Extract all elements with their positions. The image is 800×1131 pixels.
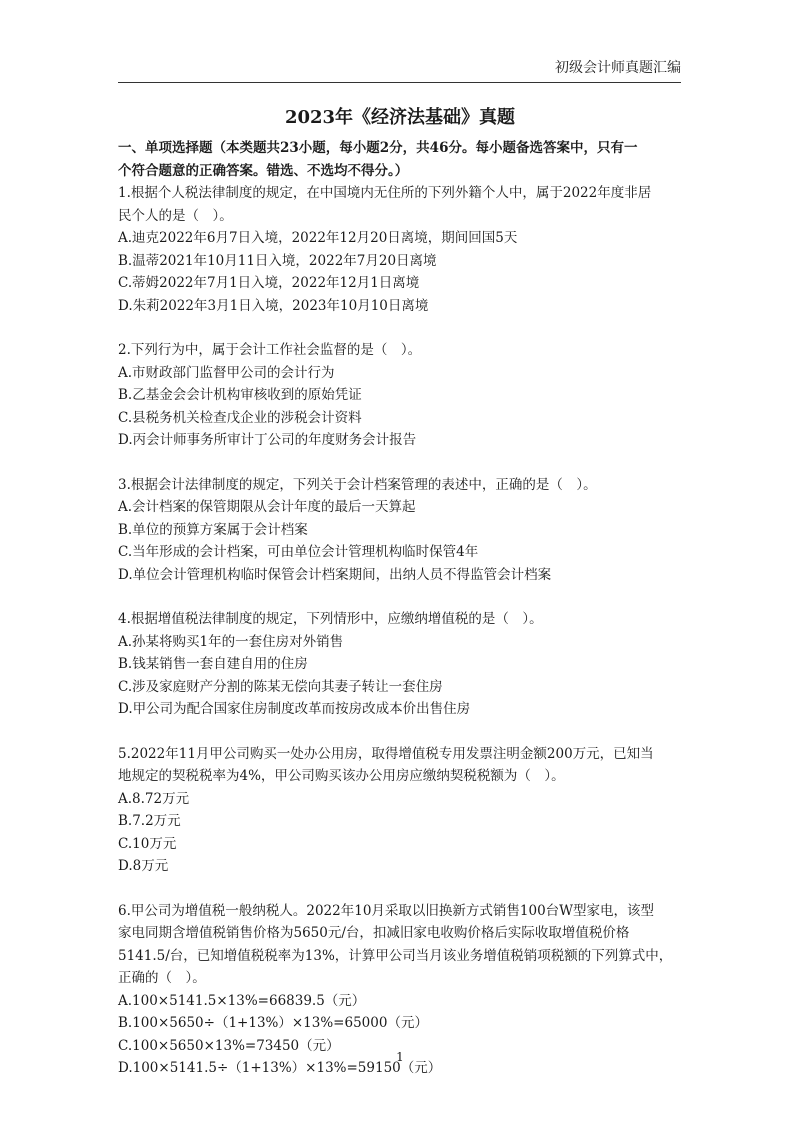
answer-option: C.100×5650×13%=73450（元） [118,1037,340,1054]
question-item [118,608,684,721]
question-stem-line: 5141.5/台，已知增值税税率为13%，计算甲公司当月该业务增值税销项税额的下列算式中， [118,947,673,964]
header-divider [118,82,681,83]
answer-option: A.孙某将购买1年的一套住房对外销售 [118,633,344,650]
question-stem-line: 6.甲公司为增值税一般纳税人。2022年10月采取以旧换新方式销售100台W型家电，该型 [118,902,655,919]
document-title: 2023年《经济法基础》真题 [284,107,516,128]
question-stem-line: 家电同期含增值税销售价格为5650元/台，扣减旧家电收购价格后实际收取增值税价格 [118,925,630,941]
answer-option: A.迪克2022年6月7日入境，2022年12月20日离境，期间回国5天 [118,230,518,246]
answer-option: B.钱某销售一套自建自用的住房 [118,656,308,672]
answer-option: D.丙会计师事务所审计丁公司的年度财务会计报告 [118,432,417,448]
question-stem-line: 地规定的契税税率为4%，甲公司购买该办公用房应缴纳契税税额为（ ）。 [118,768,565,784]
question-stem-line: 2.下列行为中，属于会计工作社会监督的是（ ）。 [118,342,422,358]
answer-option: C.县税务机关检查戊企业的涉税会计资料 [118,409,362,426]
question-stem-line: 5.2022年11月甲公司购买一处办公用房，取得增值税专用发票注明金额200万元，已知当 [118,745,654,762]
answer-option: D.单位会计管理机构临时保管会计档案期间，出纳人员不得监管会计档案 [118,566,552,583]
document-body [118,137,684,1080]
answer-option: A.会计档案的保管期限从会计年度的最后一天算起 [118,499,416,515]
answer-option: D.朱莉2022年3月1日入境，2023年10月10日离境 [118,297,429,314]
section-heading-line: 个符合题意的正确答案。错选、不选均不得分。） [118,162,409,179]
question-stem-line: 民个人的是（ ）。 [118,207,233,224]
section-heading-line: 一、单项选择题（本类题共23小题，每小题2分，共46分。每小题备选答案中，只有一 [118,140,638,156]
answer-option: C.10万元 [118,835,177,852]
answer-option: A.100×5141.5×13%=66839.5（元） [118,992,366,1009]
question-item [118,474,684,587]
page-number: 1 [396,1050,404,1064]
question-stem-line: 正确的（ ）。 [118,970,206,986]
question-stem-line: 1.根据个人税法律制度的规定，在中国境内无住所的下列外籍个人中，属于2022年度非居 [118,185,652,201]
answer-option: A.8.72万元 [118,790,190,807]
question-list [118,182,684,1080]
running-header: 初级会计师真题汇编 [555,60,681,76]
question-item [118,339,684,452]
question-item [118,743,684,878]
answer-option: C.当年形成的会计档案，可由单位会计管理机构临时保管4年 [118,544,479,560]
answer-option: B.7.2万元 [118,813,181,829]
answer-option: D.8万元 [118,858,169,874]
answer-option: C.蒂姆2022年7月1日入境，2022年12月1日离境 [118,275,420,291]
answer-option: B.乙基金会会计机构审核收到的原始凭证 [118,387,362,403]
section-heading [118,137,684,182]
answer-option: A.市财政部门监督甲公司的会计行为 [118,364,335,381]
answer-option: C.涉及家庭财产分割的陈某无偿向其妻子转让一套住房 [118,678,443,695]
answer-option: B.温蒂2021年10月11日入境，2022年7月20日离境 [118,252,437,269]
question-item [118,182,684,317]
question-stem-line: 4.根据增值税法律制度的规定，下列情形中，应缴纳增值税的是（ ）。 [118,611,543,627]
answer-option: D.100×5141.5÷（1+13%）×13%=59150（元） [118,1060,442,1076]
answer-option: B.100×5650÷（1+13%）×13%=65000（元） [118,1015,428,1031]
answer-option: B.单位的预算方案属于会计档案 [118,521,308,538]
question-stem-line: 3.根据会计法律制度的规定，下列关于会计档案管理的表述中，正确的是（ ）。 [118,476,597,493]
answer-option: D.甲公司为配合国家住房制度改革而按房改成本价出售住房 [118,701,471,717]
